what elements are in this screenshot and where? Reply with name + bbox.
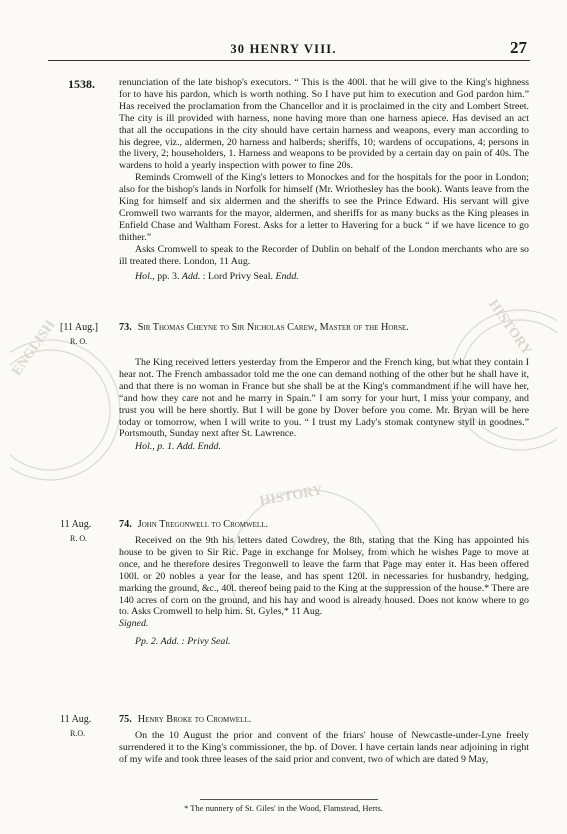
- entry-body: [119, 730, 529, 766]
- entry-body: [119, 535, 529, 648]
- endorsement-note: Pp. 2. Add. : Privy Seal.: [135, 636, 231, 648]
- entry-number: 75.: [119, 714, 132, 725]
- signed-note: Signed.: [119, 618, 149, 630]
- entry-date: 11 Aug.: [60, 714, 92, 725]
- entry-title: John Tregonwell to Cromwell.: [137, 519, 269, 530]
- page-number: 27: [510, 38, 527, 57]
- paragraph: On the 10 August the prior and convent of the friars' house of Newcastle-under-Lyne freely surrendered it to the King's commissioner, the bp. of Dover. I have certain lands near adjoining in right of my wife and took three leases of the said prior and convent, two of which are dated 9 May,: [119, 730, 529, 765]
- note-add: Add.: [181, 270, 201, 282]
- entry-date: 11 Aug.: [60, 519, 92, 530]
- note-part: : Lord Privy Seal.: [200, 270, 276, 282]
- footnote-rule: [200, 799, 378, 800]
- continued-letter: [119, 77, 529, 282]
- watermark-text-3: HISTORY: [258, 483, 325, 510]
- watermark-text-1: ENGLISH: [10, 317, 59, 379]
- entry-number: 74.: [119, 519, 132, 530]
- endorsement-note: [119, 271, 529, 283]
- entry-date: [11 Aug.]: [60, 322, 98, 333]
- entry-title: Sir Thomas Cheyne to Sir Nicholas Carew, Master of the Horse.: [137, 322, 409, 333]
- entry-title: Henry Broke to Cromwell.: [137, 714, 252, 725]
- entry-heading: [119, 518, 529, 531]
- footnote: * The nunnery of St. Giles' in the Wood, Flamstead, Herts.: [184, 803, 383, 813]
- endorsement-note: Hol., p. 1. Add. Endd.: [135, 441, 221, 453]
- paragraph-text: Received on the 9th his letters dated Cowdrey, the 8th, stating that the King has appointed his house to be given to Sir Ric. Page in exchange for Molsey, from which he wishes Page to move at once, and he therefore desires Tregonwell to leave the farm that Page may enter it. Has been offered 100l. or 20 nobles a year for the lease, and has spent 120l. in necessaries for husbandry, hedging, marking the ground, &c., 40l. thereof being paid to the King at the suppression of the house.* There are 140 acres of corn on the ground, and his hay and wood is already housed. Does not know where to go to. Asks Cromwell to help him. St. Gyles,* 11 Aug.: [119, 535, 529, 618]
- watermark-text-2: HISTORY: [485, 297, 535, 359]
- note-hol: Hol.: [135, 270, 153, 282]
- year-label: 1538.: [68, 77, 95, 91]
- entry-source: R. O.: [70, 534, 88, 543]
- note-part: , pp. 3.: [152, 270, 182, 282]
- entry-body: [119, 357, 529, 453]
- entry-heading: [119, 713, 529, 726]
- entry-number: 73.: [119, 322, 132, 333]
- entry-heading: [119, 321, 529, 334]
- header-rule: [48, 60, 530, 61]
- note-endd: Endd.: [275, 270, 299, 282]
- paragraph: Asks Cromwell to speak to the Recorder of Dublin on behalf of the London merchants who are so ill treated there. London, 11 Aug.: [119, 243, 529, 267]
- paragraph: The King received letters yesterday from the Emperor and the French king, but what they contain I hear not. The French ambassador told me the one can demand nothing of the other but he shall have it, and that there is no woman in France but she shall be at the King's commandment if he will have her, “and how they care not and he marry in Spain.” I am sorry for your hurt, I miss your company, and trust you will be here shortly. But I will be gone by Dover before you come. Mr. Bryan will be here today or tomorrow, when I will write to you. “ I trust my Lady's stomak contynew styll in goodnes.” Portsmouth, Sunday next after St. Lawrence.: [119, 357, 529, 440]
- entry-source: R.O.: [70, 729, 86, 738]
- paragraph: renunciation of the late bishop's executors. “ This is the 400l. that he will give to the King's highness for to have his pardon, which is worth nothing. So I have put him to execution and God pardon him.” Has received the proclamation from the Chancellor and it is proclaimed in the city and Lombert Street. The city is ill provided with harness, none having more than one harness apiece. Has devised an act that all the occupations in the city should have certain harness and weapons, every man according to his degree, viz., aldermen, 20 harness and halberds; sheriffs, 10; wardens of occupations, 4; persons in the livery, 2; householders, 1. Harness and weapons to be provided by a certain day on pain of 40s. The wardens to hold a yearly inspection with power to fine 20s.: [119, 77, 529, 172]
- paragraph: [119, 535, 529, 630]
- running-header: 30 HENRY VIII.: [230, 42, 337, 56]
- paragraph: Reminds Cromwell of the King's letters to Monockes and for the hospitals for the poor in London; also for the bishop's lands in Norfolk for himself (Mr. Wriothesley has the book). Wants leave from the King for himself and six aldermen and the sheriffs to see the Prince Edward. His servant will give Cromwell two warrants for the mayor, aldermen, and sheriffs for as many bucks as the King pleases in Enfield Chase and Waltham Forest. Asks for a letter to Havering for a buck “ if we have licence to go thither.”: [119, 172, 529, 243]
- entry-source: R. O.: [70, 337, 88, 346]
